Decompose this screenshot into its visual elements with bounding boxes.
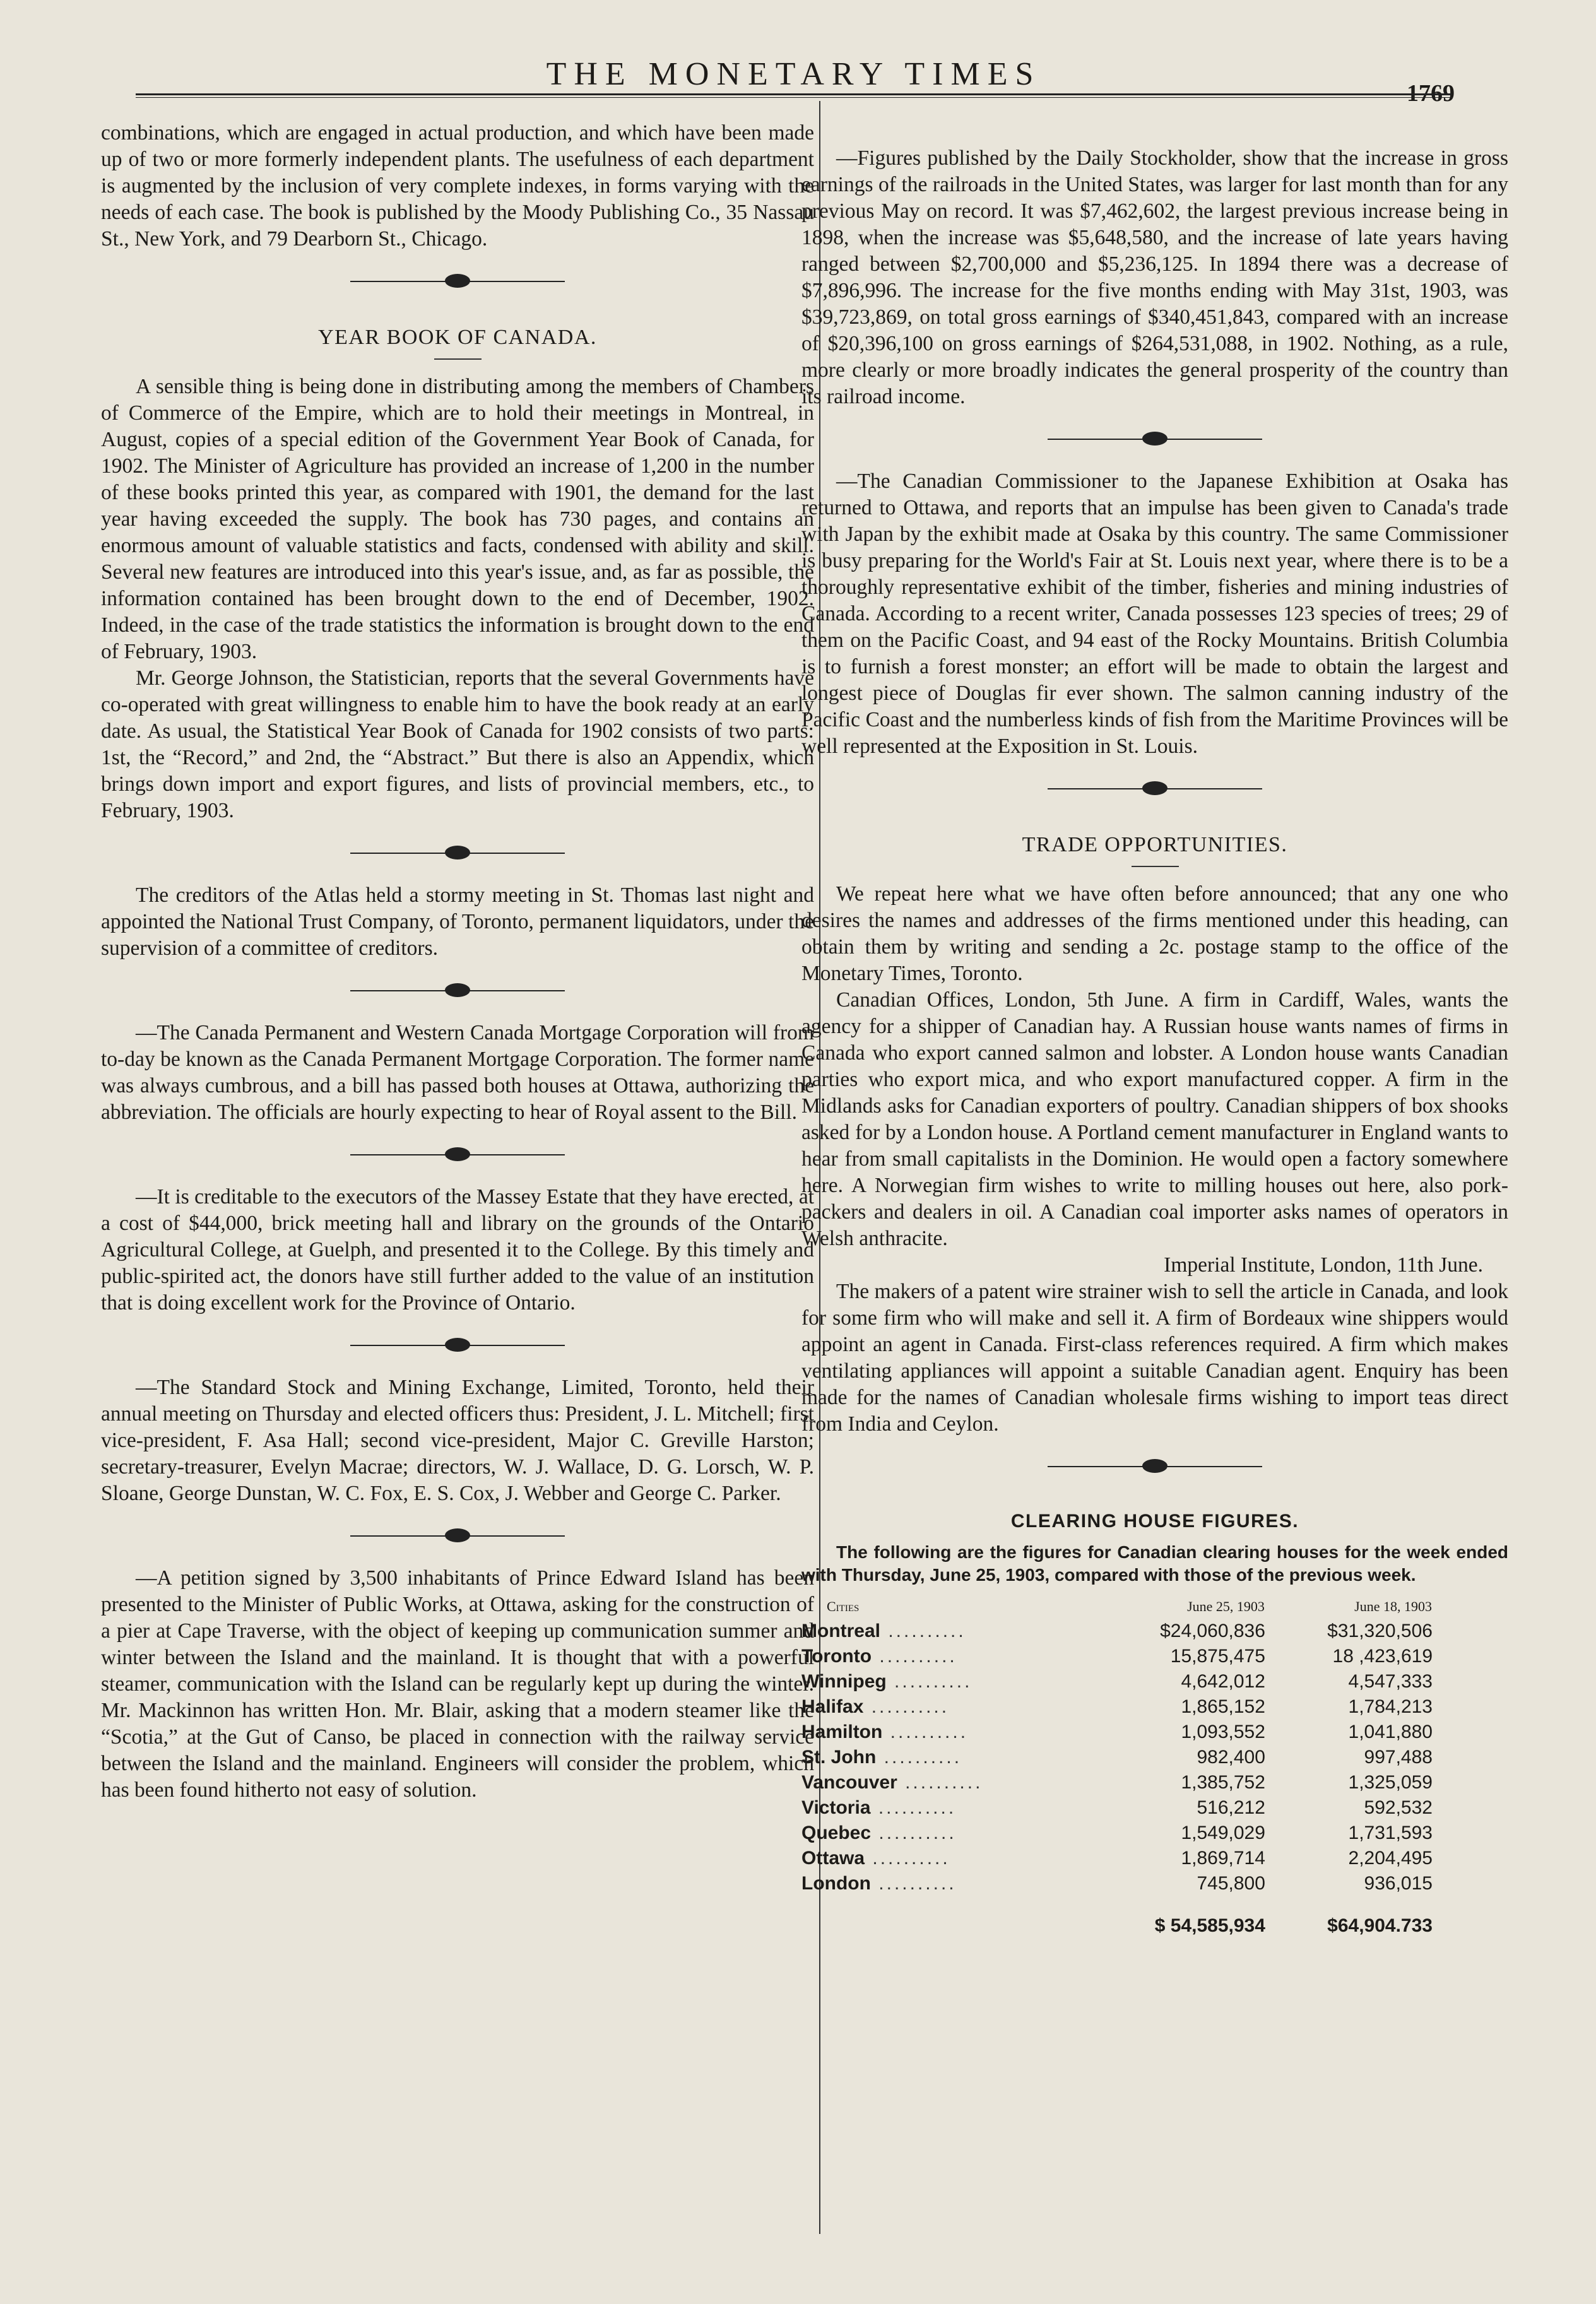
value-june18: 592,532 [1364,1797,1433,1818]
value-june25: $24,060,836 [1160,1621,1265,1641]
col-city-header: Cities [827,1598,860,1614]
total-june18: $64,904.733 [1327,1915,1433,1936]
table-row: Ottawa .......... 1,869,714 2,204,495 [801,1846,1433,1871]
masthead [136,56,1455,107]
table-total-row [801,1896,1433,1939]
table-row: Vancouver .......... 1,385,752 1,325,059 [801,1770,1433,1795]
paragraph-imperial-institute: The makers of a patent wire strainer wish to sell the article in Canada, and look for some firm who will make and sell it. A firm of Bordeaux wine shippers would appoint an agent in Canada. First-class references required. A firm which makes ventilating appliances will appoint a suitable Canadian agent. Enquiry has been made for the names of Canadian wholesale firms wishing to import teas direct from India and Ceylon. [801,1280,1508,1436]
heading-rule [434,358,482,360]
header-rule [136,93,1451,95]
publication-title: THE MONETARY TIMES [546,56,1041,92]
ornament-divider [350,841,565,866]
value-june25: 4,642,012 [1181,1671,1265,1692]
paragraph-railroad-earnings: —Figures published by the Daily Stockholder, show that the increase in gross earnings of the railroads in the United States, was larger for last month than for any previous May on record. It was $7,462,602, the largest previous increase being in 1898, when the increase was $5,648,580, and the increase of late years having ranged between $2,700,000 and $5,236,125. In 1894 there was a decrease of $7,896,996. The increase for the five months ending with May 31st, 1903, was $39,723,869, on total gross earnings of $340,451,843, compared with an increase of $20,396,100 on gross earnings of $264,531,088, in 1902. Nothing, as a rule, more clearly or more broadly indicates the general prosperity of the country than its railroad income. [801,146,1508,408]
right-column [801,145,1508,1939]
value-june18: 1,731,593 [1348,1823,1433,1843]
paragraph-osaka-exhibition: —The Canadian Commissioner to the Japanese Exhibition at Osaka has returned to Ottawa, and reports that an impulse has been given to Canada's trade with Japan by the exhibit made at Osaka by this country. The same Commissioner is busy preparing for the World's Fair at St. Louis next year, where there is to be a thoroughly representative exhibit of the timber, fisheries and mining industries of Canada. According to a recent writer, Canada possesses 123 species of trees; 29 of them on the Pacific Coast, and 94 east of the Rocky Mountains. British Columbia is to furnish a forest monster; an effort will be made to obtain the largest and longest piece of Douglas fir ever shown. The salmon canning industry of the Pacific Coast and the numberless kinds of fish from the Maritime Provinces will be well represented at the Exposition in St. Louis. [801,470,1508,758]
city-name: Winnipeg [801,1671,887,1692]
ornament-divider [350,269,565,294]
clearing-house-table [801,1598,1433,1939]
value-june25: 982,400 [1197,1747,1265,1768]
value-june25: 1,869,714 [1181,1848,1265,1869]
city-name: London [801,1873,871,1894]
city-name: Vancouver [801,1772,897,1793]
ornament-divider [1048,427,1262,452]
ornament-divider [350,1142,565,1167]
value-june18: 1,784,213 [1348,1696,1433,1717]
ornament-divider [1048,776,1262,801]
paragraph-canada-permanent: —The Canada Permanent and Western Canada Mortgage Corporation will from to-day be known as the Canada Permanent Mortgage Corporation. The former name was always cumbrous, and a bill has passed both houses at Ottawa, authorizing the abbreviation. The officials are hourly expecting to hear of Royal assent to the Bill. [101,1021,814,1124]
city-name: Hamilton [801,1722,883,1742]
value-june18: $31,320,506 [1327,1621,1433,1641]
city-name: Montreal [801,1621,881,1641]
table-row: Halifax .......... 1,865,152 1,784,213 [801,1694,1433,1720]
ornament-divider [350,978,565,1003]
city-name: Halifax [801,1696,864,1717]
city-name: Ottawa [801,1848,865,1869]
value-june18: 18 ,423,619 [1332,1646,1433,1667]
table-row: Hamilton .......... 1,093,552 1,041,880 [801,1720,1433,1745]
col-june18-header: June 18, 1903 [1354,1598,1432,1614]
paragraph-year-book: A sensible thing is being done in distributing among the members of Chambers of Commerce of the Empire, which are to hold their meetings in Montreal, in August, copies of a special edition of the Government Year Book of Canada, for 1902. The Minister of Agriculture has provided an increase of 1,200 in the number of these books printed this year, as compared with 1901, the demand for the last year having exceeded the supply. The book has 730 pages, and contains an enormous amount of valuable statistics and facts, condensed with ability and skill. Several new features are introduced into this year's issue, and, as far as possible, the information contained has been brought down to the end of December, 1902. Indeed, in the case of the trade statistics the information is brought down to the end of February, 1903. [101,375,814,663]
table-row: Victoria .......... 516,212 592,532 [801,1795,1433,1821]
city-name: Victoria [801,1797,871,1818]
value-june25: 1,093,552 [1181,1722,1265,1742]
clearing-intro: The following are the figures for Canadian clearing houses for the week ended with Thursday, June 25, 1903, compared with those of the previous week. [801,1542,1508,1585]
value-june18: 1,041,880 [1348,1722,1433,1742]
ornament-divider [350,1333,565,1358]
paragraph-standard-stock: —The Standard Stock and Mining Exchange, Limited, Toronto, held their annual meeting on Thursday and elected officers thus: President, J. L. Mitchell; first vice-president, F. Asa Hall; second vice-president, Major C. Greville Harston; secretary-treasurer, Evelyn Macrae; directors, W. J. Wallace, D. G. Lorsch, W. P. Sloane, George Dunstan, W. C. Fox, E. S. Cox, J. Webber and George C. Parker. [101,1376,814,1505]
table-row: Winnipeg .......... 4,642,012 4,547,333 [801,1669,1433,1694]
city-name: Toronto [801,1646,872,1667]
value-june25: 1,385,752 [1181,1772,1265,1793]
left-column [101,120,814,1804]
paragraph-statistician: Mr. George Johnson, the Statistician, reports that the several Governments have co-operated with great willingness to enable him to have the book ready at an early date. As usual, the Statistical Year Book of Canada for 1902 consists of two parts: 1st, the “Record,” and 2nd, the “Abstract.” But there is also an Appendix, which brings down import and export figures, and lists of provincial members, etc., to February, 1903. [101,666,814,822]
city-name: Quebec [801,1823,872,1843]
table-row: Montreal .......... $24,060,836 $31,320,506 [801,1619,1433,1644]
table-header-row [801,1598,1433,1619]
paragraph-pei-petition: —A petition signed by 3,500 inhabitants of Prince Edward Island has been presented to the Minister of Public Works, at Ottawa, asking for the construction of a pier at Cape Traverse, with the object of keeping up communication summer and winter between the Island and the mainland. It is thought that with a powerful steamer, communication with the Island can be regularly kept up during the winter. Mr. Mackinnon has written Hon. Mr. Blair, asking that a modern steamer like the “Scotia,” at the Gut of Canso, be placed in connection with the railway service between the Island and the mainland. Engineers will consider the problem, which has been found hitherto not easy of solution. [101,1566,814,1802]
section-heading-year-book: YEAR BOOK OF CANADA. [318,326,597,349]
paragraph-directory-continued: combinations, which are engaged in actual production, and which have been made up of two or more formerly independent plants. The usefulness of each department is augmented by the inclusion of very complete indexes, in forms varying with the needs of each case. The book is published by the Moody Publishing Co., 35 Nassau St., New York, and 79 Dearborn St., Chicago. [101,121,814,251]
paragraph-trade-notice: We repeat here what we have often before announced; that any one who desires the names and addresses of the firms mentioned under this heading, can obtain them by writing and sending a 2c. postage stamp to the office of the Monetary Times, Toronto. [801,882,1508,985]
table-row: Toronto .......... 15,875,475 18 ,423,619 [801,1644,1433,1669]
paragraph-london-offices: Canadian Offices, London, 5th June. A firm in Cardiff, Wales, wants the agency for a shipper of Canadian hay. A Russian house wants names of firms in Canada who export canned salmon and lobster. A London house wants Canadian parties who export mica, and who export manufactured copper. A firm in the Midlands asks for Canadian exporters of poultry. Canadian shippers of box shooks asked for by a London house. A Portland cement manufacturer in England wants to hear from small capitalists in the Dominion. He would open a factory somewhere here. A Norwegian firm wishes to write to milling houses out here, also pork-packers and dealers in oil. A Canadian coal importer asks names of operators in Welsh anthracite. [801,988,1508,1250]
heading-rule [1132,866,1179,867]
section-heading-clearing: CLEARING HOUSE FIGURES. [1010,1511,1299,1532]
paragraph-massey-estate: —It is creditable to the executors of the Massey Estate that they have erected, at a cost of $44,000, brick meeting hall and library on the grounds of the Ontario Agricultural College, at Guelph, and presented it to the College. By this timely and public-spirited act, the donors have still further added to the value of an institution that is doing excellent work for the Province of Ontario. [101,1185,814,1314]
value-june18: 2,204,495 [1348,1848,1433,1869]
value-june25: 15,875,475 [1170,1646,1265,1667]
table-row: St. John .......... 982,400 997,488 [801,1745,1433,1770]
total-june25: $ 54,585,934 [1154,1915,1265,1936]
value-june18: 997,488 [1364,1747,1433,1768]
dateline-imperial-institute: Imperial Institute, London, 11th June. [1164,1253,1483,1277]
section-heading-trade: TRADE OPPORTUNITIES. [1022,833,1288,856]
value-june18: 936,015 [1364,1873,1433,1894]
value-june25: 516,212 [1197,1797,1265,1818]
ornament-divider [350,1523,565,1549]
value-june25: 1,865,152 [1181,1696,1265,1717]
value-june25: 745,800 [1197,1873,1265,1894]
value-june25: 1,549,029 [1181,1823,1265,1843]
page-number: 1769 [1407,80,1455,107]
col-june25-header: June 25, 1903 [1187,1598,1265,1614]
value-june18: 4,547,333 [1348,1671,1433,1692]
value-june18: 1,325,059 [1348,1772,1433,1793]
table-row: London .......... 745,800 936,015 [801,1871,1433,1896]
header-rule-thin [136,97,1451,98]
ornament-divider [1048,1454,1262,1479]
paragraph-atlas-creditors: The creditors of the Atlas held a stormy meeting in St. Thomas last night and appointed the National Trust Company, of Toronto, permanent liquidators, under the supervision of a committee of creditors. [101,883,814,960]
city-name: St. John [801,1747,877,1768]
table-row: Quebec .......... 1,549,029 1,731,593 [801,1821,1433,1846]
